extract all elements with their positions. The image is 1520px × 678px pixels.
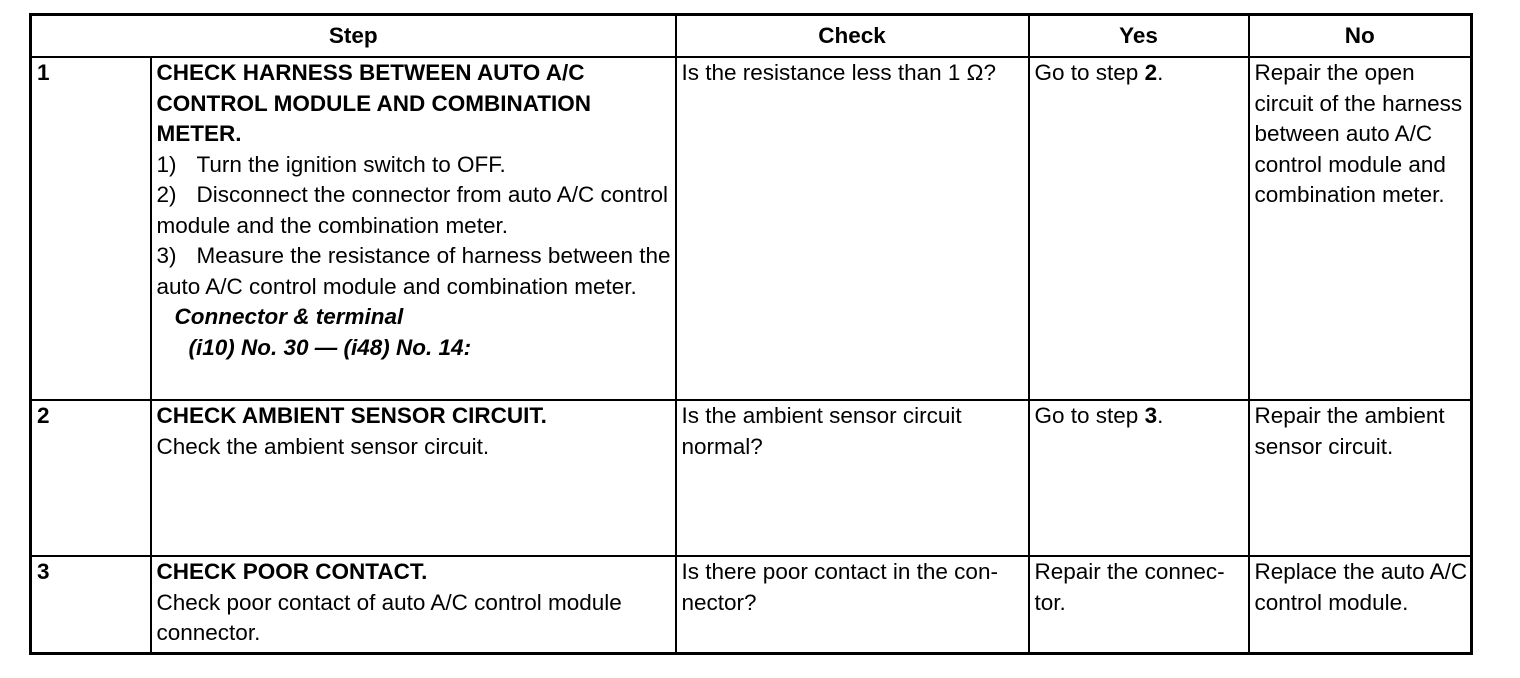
- check-cell: Is the ambient sensor circuit normal?: [676, 400, 1029, 556]
- check-cell: Is there poor contact in the connector?: [676, 556, 1029, 654]
- substep: [157, 150, 675, 181]
- table-row: [31, 57, 1472, 400]
- header-step: Step: [31, 15, 676, 58]
- step-number: 1: [31, 57, 151, 400]
- yes-prefix: Go to step: [1034, 403, 1145, 428]
- yes-step-ref: 2: [1144, 60, 1158, 85]
- step-title: CHECK HARNESS BETWEEN AUTO A/C CONTROL MODULE AND COMBINATION METER.: [156, 60, 592, 146]
- step-number: 2: [31, 400, 151, 556]
- substep: [157, 241, 675, 302]
- header-no: No: [1249, 15, 1472, 58]
- no-cell: Repair the open circuit of the harness between auto A/C control module and combination meter.: [1249, 57, 1472, 400]
- step-detail: Check poor contact of auto A/C control module connector.: [156, 589, 622, 645]
- step-description: [151, 57, 676, 400]
- connector-label: Connector & terminal: [174, 304, 404, 329]
- header-row: [31, 15, 1472, 58]
- diagnostic-table: [29, 13, 1473, 655]
- header-check: Check: [676, 15, 1029, 58]
- check-cell: Is the resistance less than 1 Ω?: [676, 57, 1029, 400]
- step-description: [151, 556, 676, 654]
- step-title: CHECK POOR CONTACT.: [156, 559, 428, 584]
- step-number: 3: [31, 556, 151, 654]
- header-yes: Yes: [1029, 15, 1249, 58]
- step-detail: Check the ambient sensor circuit.: [156, 433, 490, 459]
- yes-step-ref: 3: [1144, 403, 1158, 428]
- step-title: CHECK AMBIENT SENSOR CIRCUIT.: [156, 403, 547, 428]
- substep-text: Turn the ignition switch to OFF.: [196, 151, 506, 177]
- table-row: [31, 556, 1472, 654]
- yes-cell: [1029, 57, 1249, 400]
- substep-index: 2): [156, 182, 177, 207]
- yes-suffix: .: [1157, 403, 1164, 428]
- substep-index: 1): [156, 151, 177, 177]
- step-description: [151, 400, 676, 556]
- substep-text: Disconnect the connector from auto A/C control module and the combination meter.: [156, 182, 668, 238]
- no-cell: Replace the auto A/C control module.: [1249, 556, 1472, 654]
- yes-cell: [1029, 400, 1249, 556]
- substep: [157, 180, 675, 241]
- no-cell: Repair the ambient sensor circuit.: [1249, 400, 1472, 556]
- substep-text: Measure the resistance of harness between the auto A/C control module and combination meter.: [156, 243, 671, 299]
- table-row: [31, 400, 1472, 556]
- yes-cell: Repair the connector.: [1029, 556, 1249, 654]
- connector-value: (i10) No. 30 — (i48) No. 14:: [188, 334, 472, 360]
- yes-suffix: .: [1157, 60, 1164, 85]
- substep-index: 3): [156, 243, 177, 268]
- yes-prefix: Go to step: [1034, 60, 1145, 85]
